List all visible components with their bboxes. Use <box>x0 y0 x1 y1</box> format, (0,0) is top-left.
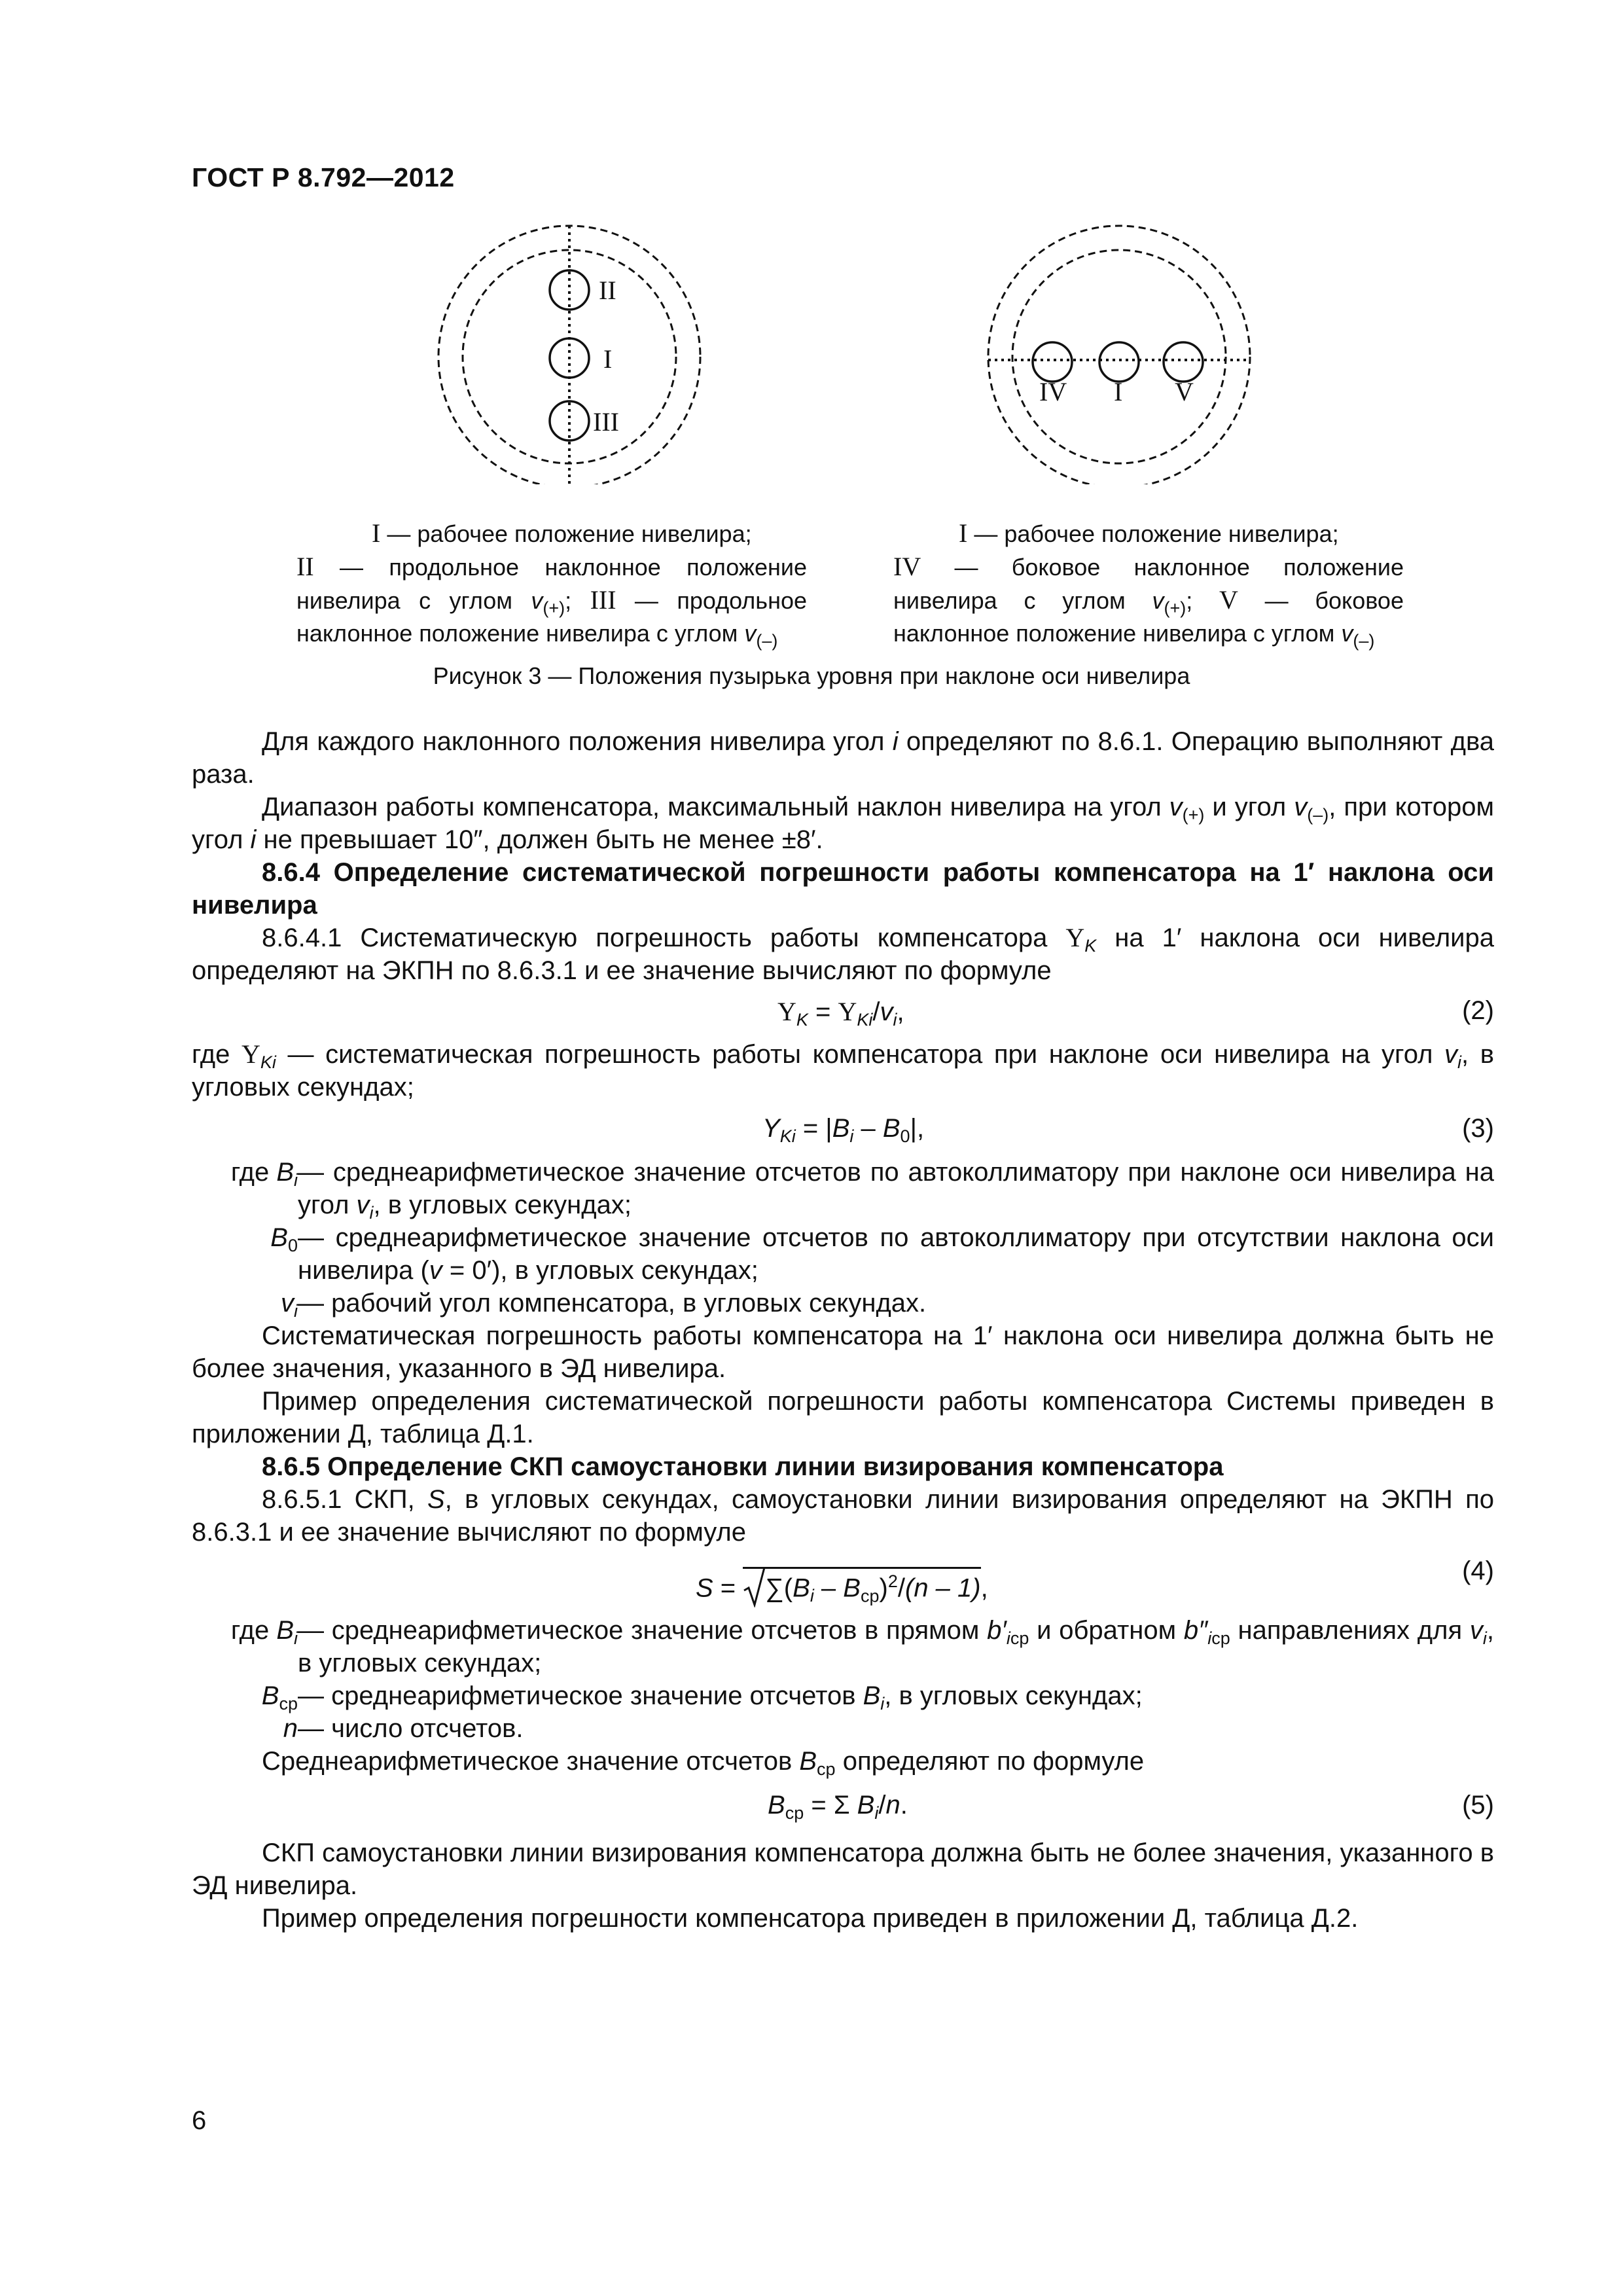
bubble-position-II <box>550 270 589 310</box>
equation-3-number: (3) <box>1462 1114 1494 1143</box>
label-I-left: I <box>603 344 613 374</box>
paragraph-8-6-4-1: 8.6.4.1 Систематическую погрешность работы компенсатора $\Upsilon_K$ на 1′ наклона оси нивелира определяют на ЭКПН по 8.6.3.1 и ее значение вычисляют по формуле <box>192 923 1494 985</box>
equation-4-number: (4) <box>1462 1556 1494 1585</box>
equation-3: $\Upsilon_{Ki} = |B_i - B_0|$, <box>762 1114 925 1146</box>
equation-2-number: (2) <box>1462 996 1494 1025</box>
label-III: III <box>593 407 619 437</box>
definition-Bi-2: где $B_i$ — среднеарифметическое значение отсчетов в прямом $b'_{iср}$ и обратном $b''_{iср}$ направлениях для $v_i$, в угловых секундах; <box>230 1616 1494 1677</box>
bubble-position-V <box>1164 342 1203 382</box>
outer-circle-left <box>438 226 700 484</box>
equation-5-number: (5) <box>1462 1791 1494 1820</box>
figure-title: Рисунок 3 — Положения пузырька уровня при наклоне оси нивелира <box>433 662 1190 689</box>
where-2: где $\Upsilon_{Ki}$ — систематическая погрешность работы компенсатора при наклоне оси нивелира на угол $v_i$, в угловых секундах; <box>192 1039 1495 1102</box>
heading-8-6-4: 8.6.4 Определение систематической погрешности работы компенсатора на 1′ наклона оси нивелира <box>192 858 1494 920</box>
bubble-position-IV <box>1033 342 1072 382</box>
paragraph-6: СКП самоустановки линии визирования компенсатора должна быть не более значения, указанного в ЭД нивелира. <box>192 1839 1494 1900</box>
figure-caption-right: I — рабочее положение нивелира; IV — боковое наклонное положение нивелира с углом $v_{(+)}$; V — боковое наклонное положение нивелира с углом $v_{(-)}$ <box>893 518 1404 651</box>
equation-3-row <box>192 1103 1494 1156</box>
equation-5-row <box>192 1778 1494 1837</box>
sqrt-sign <box>743 1567 765 1607</box>
equation-4: S = $\sum(B_i - B_{ср})^2/(n - 1)$, <box>696 1567 988 1603</box>
definition-vi: $v_i$ — рабочий угол компенсатора, в угловых секундах. <box>281 1289 927 1321</box>
definition-B0: $B_0$ — среднеарифметическое значение отсчетов по автоколлиматору при отсутствии наклона оси нивелира (v = 0′), в угловых секундах; <box>270 1223 1494 1285</box>
label-II: II <box>599 276 616 305</box>
heading-8-6-5: 8.6.5 Определение СКП самоустановки линии визирования компенсатора <box>262 1452 1224 1481</box>
definitions-2 <box>192 1614 1494 1745</box>
definitions-1 <box>192 1156 1494 1319</box>
paragraph-7: Пример определения погрешности компенсатора приведен в приложении Д, таблица Д.2. <box>262 1904 1359 1933</box>
bubble-position-I-right <box>1099 342 1139 382</box>
equation-2: $\Upsilon_K = \Upsilon_{Ki}/v_i$, <box>777 997 904 1030</box>
definition-Bcp: $B_{ср}$ — среднеарифметическое значение отсчетов $B_i$, в угловых секундах; <box>261 1681 1143 1713</box>
definition-Bi: где $B_i$ — среднеарифметическое значение отсчетов по автоколлиматору при наклоне оси нивелира на угол $v_i$, в угловых секундах; <box>230 1158 1494 1223</box>
definition-n: n — число отсчетов. <box>283 1714 524 1743</box>
label-I-right: I <box>1114 377 1123 406</box>
label-V: V <box>1175 377 1194 406</box>
paragraph-3: Систематическая погрешность работы компенсатора на 1′ наклона оси нивелира должна быть не более значения, указанного в ЭД нивелира. <box>192 1321 1494 1383</box>
paragraph-1: Для каждого наклонного положения нивелира угол i определяют по 8.6.1. Операцию выполняют два раза. <box>192 727 1494 789</box>
paragraph-8-6-5-1: 8.6.5.1 СКП, S, в угловых секундах, самоустановки линии визирования определяют на ЭКПН по 8.6.3.1 и ее значение вычисляют по формуле <box>192 1485 1495 1547</box>
figure-caption-left: I — рабочее положение нивелира; II — продольное наклонное положение нивелира с углом $v_{(+)}$; III — продольное наклонное положение нивелира с углом $v_{(-)}$ <box>296 518 807 651</box>
paragraph-5: Среднеарифметическое значение отсчетов $B_{ср}$ определяют по формуле <box>262 1747 1145 1779</box>
figure-3-diagram <box>419 223 1270 484</box>
paragraph-2: Диапазон работы компенсатора, максимальный наклон нивелира на угол $v_{(+)}$ и угол $v_{(-)}$, при котором угол i не превышает 10″, должен быть не менее ±8′. <box>192 793 1495 854</box>
equation-2-row <box>192 987 1494 1038</box>
paragraph-4: Пример определения систематической погрешности работы компенсатора Системы приведен в приложении Д, таблица Д.1. <box>192 1387 1494 1448</box>
outer-circle-right <box>988 226 1250 484</box>
body-text <box>192 725 1494 1935</box>
label-IV: IV <box>1039 377 1067 406</box>
inner-circle-right <box>1012 250 1226 463</box>
equation-4-row <box>192 1549 1494 1614</box>
document-header: ГОСТ Р 8.792—2012 <box>192 162 455 192</box>
equation-5: $B_{ср} = \Sigma$ $B_i/n$. <box>768 1791 908 1823</box>
bubble-position-III <box>550 401 589 440</box>
page-number: 6 <box>192 2106 207 2135</box>
